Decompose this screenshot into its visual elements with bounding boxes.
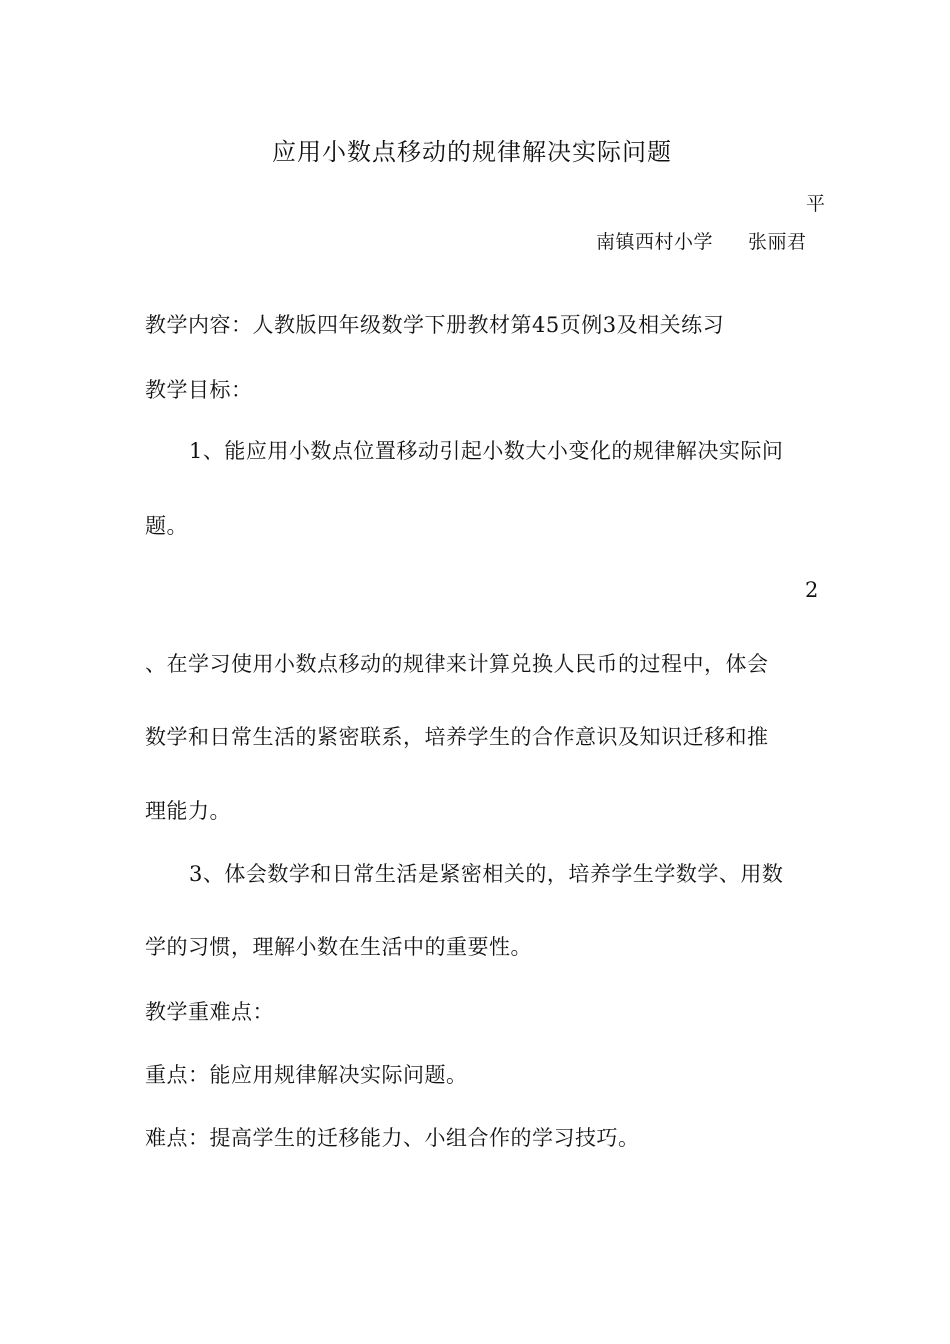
objective-3-line-2: 学的习惯，理解小数在生活中的重要性。 [145, 935, 532, 959]
objective-3-line-1: 3、体会数学和日常生活是紧密相关的，培养学生学数学、用数 [189, 862, 784, 886]
objective-1-line-2: 题。 [145, 514, 188, 538]
document-title: 应用小数点移动的规律解决实际问题 [272, 138, 672, 166]
objectives-heading: 教学目标： [145, 378, 253, 402]
objective-1-line-1: 1、能应用小数点位置移动引起小数大小变化的规律解决实际问 [189, 439, 784, 463]
key-point: 重点：能应用规律解决实际问题。 [145, 1063, 468, 1087]
difficult-point: 难点：提高学生的迁移能力、小组合作的学习技巧。 [145, 1126, 640, 1150]
stray-character: 平 [806, 193, 826, 215]
objective-2-line-1: 、在学习使用小数点移动的规律来计算兑换人民币的过程中，体会 [145, 652, 769, 676]
key-difficult-heading: 教学重难点： [145, 1000, 274, 1024]
objective-2-number: 2 [805, 578, 819, 602]
author-name: 张丽君 [748, 231, 807, 253]
school-name: 南镇西村小学 [596, 231, 714, 253]
teaching-content: 教学内容：人教版四年级数学下册教材第45页例3及相关练习 [145, 313, 725, 337]
objective-2-line-2: 数学和日常生活的紧密联系，培养学生的合作意识及知识迁移和推 [145, 725, 769, 749]
objective-2-line-3: 理能力。 [145, 799, 231, 823]
